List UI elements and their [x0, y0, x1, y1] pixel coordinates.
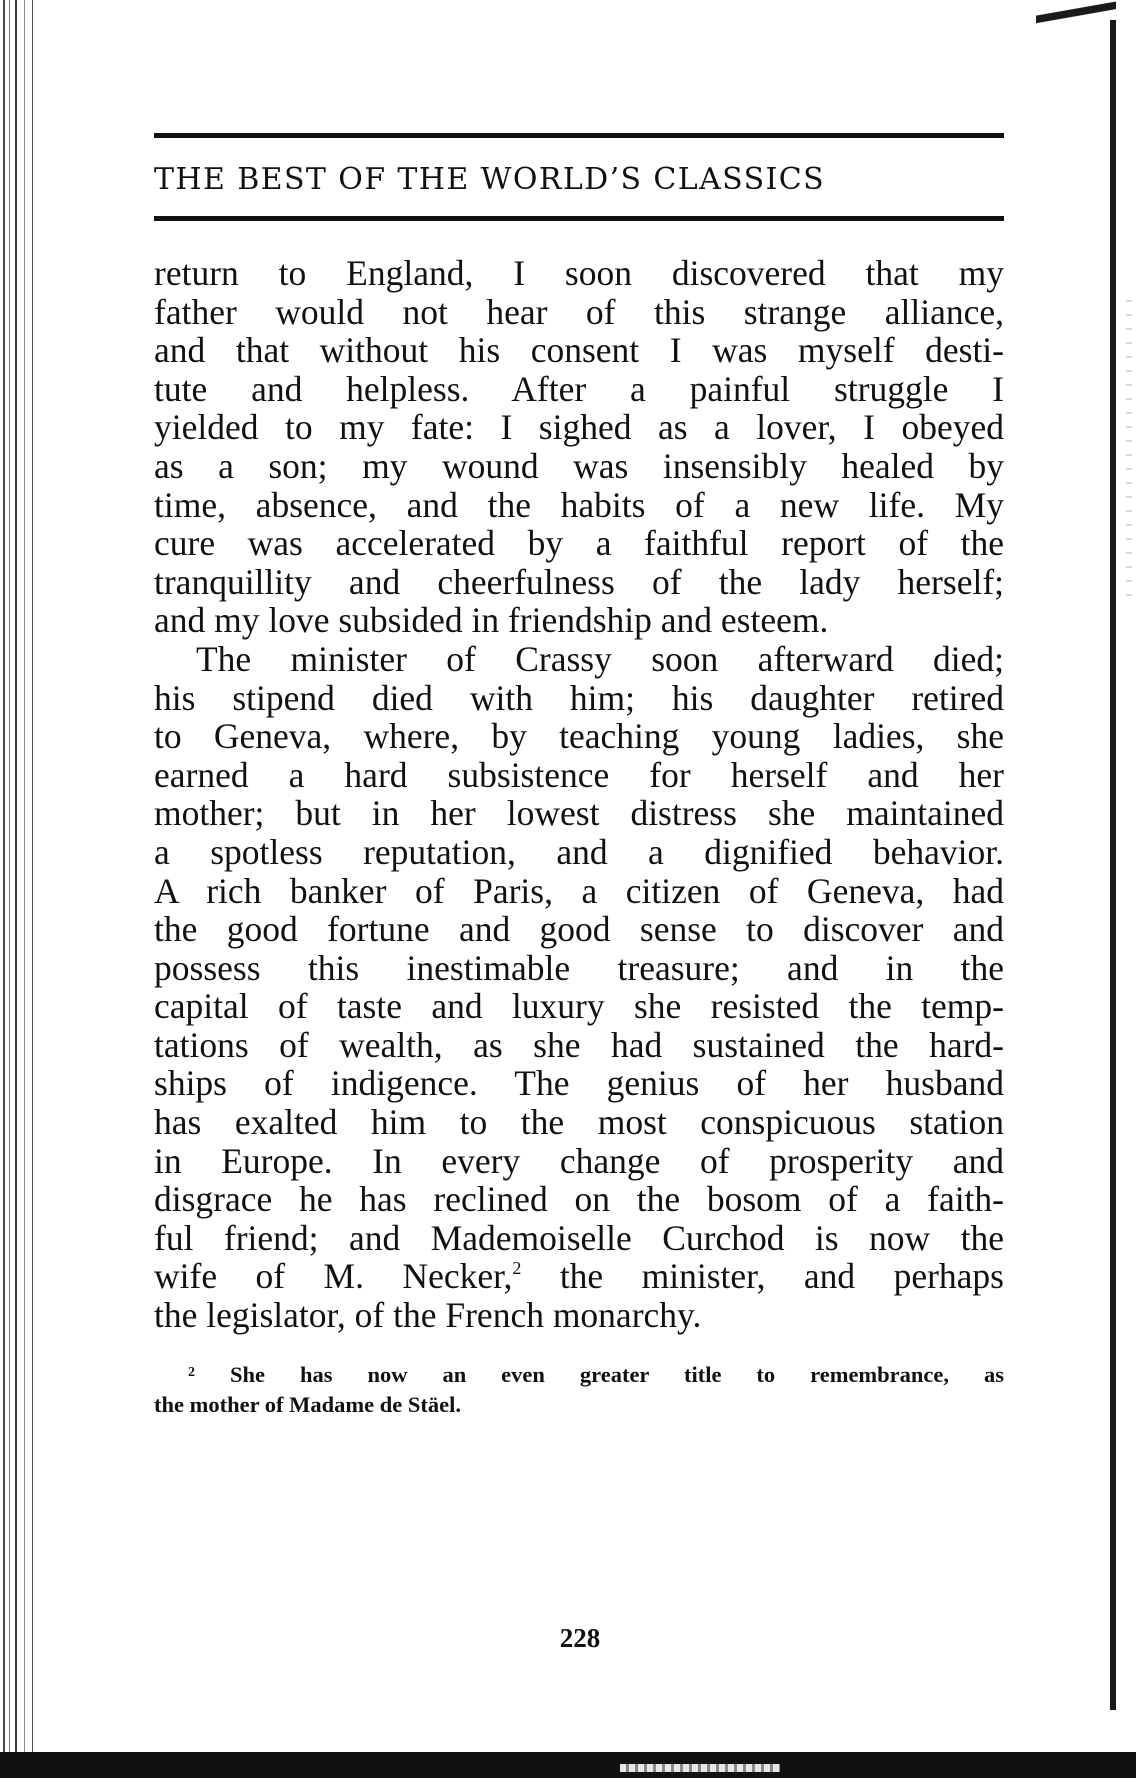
text-line: mother; but in her lowest distress she maintained: [154, 793, 1004, 834]
right-page-edge: [1110, 20, 1116, 1710]
text-line: ships of indigence. The genius of her husband: [154, 1063, 1004, 1104]
page-number: 228: [559, 1623, 601, 1653]
text-line: as a son; my wound was insensibly healed by: [154, 445, 1004, 486]
footnote-marker: 2: [188, 1365, 195, 1380]
text-line: to Geneva, where, by teaching young ladies, she: [154, 716, 1004, 757]
page-corner-edge: [1036, 0, 1116, 24]
bottom-page-edge: [0, 1752, 1136, 1778]
body-text: [154, 254, 1004, 1335]
text-line: tute and helpless. After a painful struggle I: [154, 368, 1004, 409]
text-line: and that without his consent I was myself desti-: [154, 330, 1004, 371]
text-fragment: wife of M. Necker,: [154, 1256, 513, 1297]
text-line: a spotless reputation, and a dignified behavior.: [154, 831, 1004, 872]
text-line-with-footnote-ref: [154, 1257, 1004, 1296]
text-line: capital of taste and luxury she resisted the temp-: [154, 986, 1004, 1027]
text-line: yielded to my fate: I sighed as a lover, I obeyed: [154, 407, 1004, 448]
text-line: the good fortune and good sense to discover and: [154, 909, 1004, 950]
text-line: tranquillity and cheerfulness of the lady herself;: [154, 561, 1004, 602]
text-line: disgrace he has reclined on the bosom of a faith-: [154, 1179, 1004, 1220]
text-line: tations of wealth, as she had sustained the hard-: [154, 1024, 1004, 1065]
text-line: return to England, I soon discovered that my: [154, 253, 1004, 293]
paragraph-end-line: and my love subsided in friendship and esteem.: [154, 600, 829, 641]
footnote-reference[interactable]: 2: [512, 1258, 522, 1279]
text-fragment: the minister, and perhaps: [521, 1256, 1004, 1297]
text-line: A rich banker of Paris, a citizen of Geneva, had: [154, 870, 1004, 911]
footnote-line: the mother of Madame de Stäel.: [154, 1392, 462, 1417]
footnote-text: She has now an even greater title to remembrance, as: [229, 1362, 1005, 1387]
text-line: ful friend; and Mademoiselle Curchod is now the: [154, 1217, 1004, 1258]
text-line: his stipend died with him; his daughter retired: [154, 677, 1004, 718]
text-line: earned a hard subsistence for herself and her: [154, 754, 1004, 795]
footnote-line: [154, 1360, 1004, 1390]
scanned-binding-edge: [0, 0, 44, 1778]
paragraph-end-line: the legislator, of the French monarchy.: [154, 1295, 702, 1336]
bottom-edge-scan-noise: [620, 1764, 780, 1772]
right-margin-specks: [1126, 300, 1132, 600]
text-line: father would not hear of this strange alliance,: [154, 291, 1004, 332]
paragraph-start-line: The minister of Crassy soon afterward died;: [196, 638, 1004, 679]
text-line: in Europe. In every change of prosperity and: [154, 1140, 1004, 1181]
header-rule-bottom: [154, 216, 1004, 221]
header-rule-top: [154, 133, 1004, 138]
running-header: THE BEST OF THE WORLD’S CLASSICS: [154, 162, 826, 197]
text-line: possess this inestimable treasure; and in the: [154, 947, 1004, 988]
footnote: [154, 1360, 1004, 1420]
text-line: cure was accelerated by a faithful report of the: [154, 523, 1004, 564]
text-line: time, absence, and the habits of a new life. My: [154, 484, 1004, 525]
text-line: has exalted him to the most conspicuous station: [154, 1102, 1004, 1143]
